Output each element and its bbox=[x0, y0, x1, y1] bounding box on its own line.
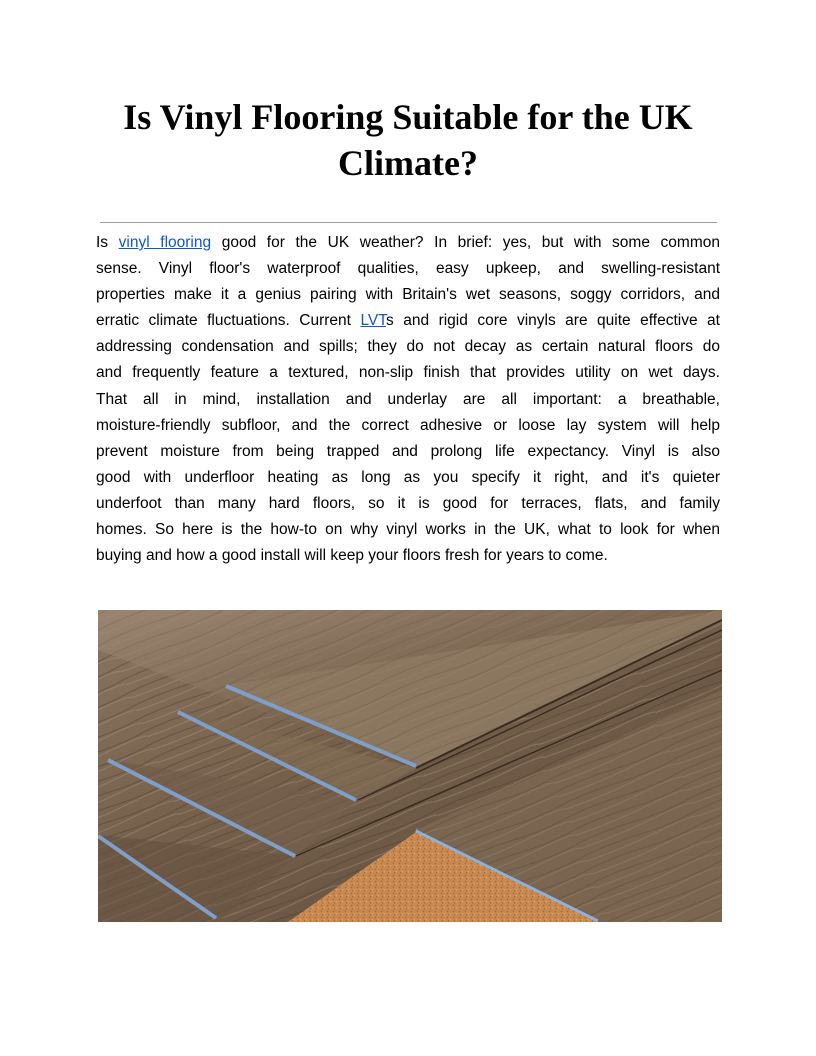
horizontal-divider bbox=[100, 222, 717, 223]
paragraph-line: addressing condensation and spills; they do not decay as certain natural floors do bbox=[96, 338, 720, 356]
vinyl-flooring-link[interactable]: vinyl flooring bbox=[118, 234, 212, 251]
title-line-2: Climate? bbox=[338, 143, 478, 183]
paragraph-line: good with underfloor heating as long as you specify it right, and it's quieter bbox=[96, 468, 720, 486]
paragraph-line: and frequently feature a textured, non-slip finish that provides utility on wet days. bbox=[96, 364, 720, 382]
document-title bbox=[96, 94, 720, 186]
paragraph-line: Is vinyl flooring good for the UK weather? In brief: yes, but with some common bbox=[96, 234, 720, 251]
paragraph-line: buying and how a good install will keep your floors fresh for years to come. bbox=[96, 547, 608, 565]
paragraph-line: properties make it a genius pairing with Britain's wet seasons, soggy corridors, and bbox=[96, 286, 720, 304]
intro-paragraph bbox=[96, 230, 720, 569]
paragraph-line: homes. So here is the how-to on why vinyl works in the UK, what to look for when bbox=[96, 521, 720, 539]
paragraph-line: erratic climate fluctuations. Current LVTs and rigid core vinyls are quite effective at bbox=[96, 312, 720, 330]
paragraph-line: sense. Vinyl floor's waterproof qualities, easy upkeep, and swelling-resistant bbox=[96, 260, 720, 278]
lvt-link[interactable]: LVT bbox=[360, 312, 387, 330]
title-line-1: Is Vinyl Flooring Suitable for the UK bbox=[123, 97, 693, 137]
paragraph-line: That all in mind, installation and underlay are all important: a breathable, bbox=[96, 390, 720, 408]
paragraph-line: prevent moisture from being trapped and prolong life expectancy. Vinyl is also bbox=[96, 442, 720, 460]
paragraph-line: underfoot than many hard floors, so it is good for terraces, flats, and family bbox=[96, 494, 720, 512]
vinyl-flooring-photo bbox=[98, 610, 722, 922]
paragraph-line: moisture-friendly subfloor, and the correct adhesive or loose lay system will help bbox=[96, 416, 720, 434]
